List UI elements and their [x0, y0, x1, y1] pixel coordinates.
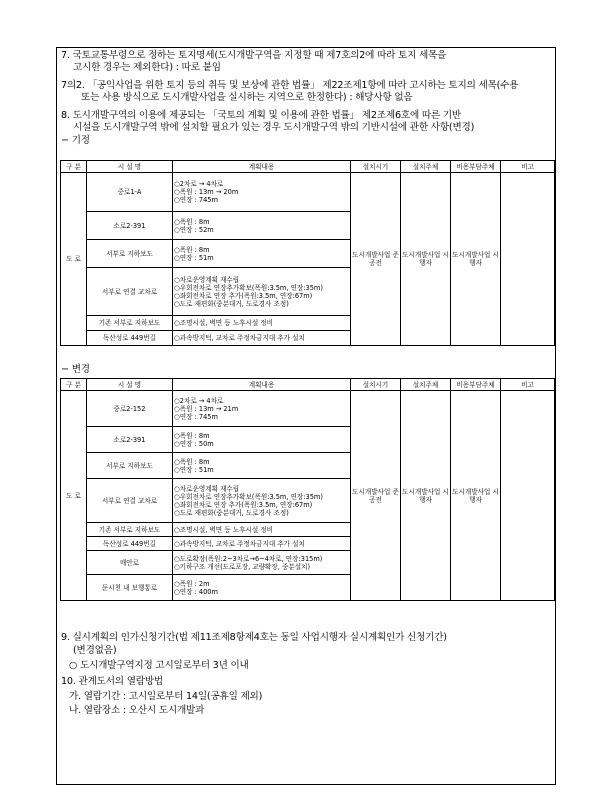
item10-b: 나. 열람장소 : 오산시 도시개발과 — [69, 705, 205, 716]
plan-line: ○폭원 : 8m — [174, 217, 210, 226]
item7-2-line2: 또는 사용 방식으로 도시개발사업을 실시하는 지역으로 한정한다) : 해당사항 없음 — [81, 92, 413, 103]
plan-cell — [173, 479, 351, 523]
cost-entity-cell: 도시개발사업 시행자 — [451, 173, 501, 346]
facility-name: 매안로 — [87, 551, 173, 575]
item8-line1: 8. 도시개발구역의 이용에 제공되는 「국토의 계획 및 이용에 관한 법률」 제2조제6호에 따른 기반 — [61, 110, 461, 121]
facility-name: 둔시천 내 보행통로 — [87, 575, 173, 601]
notice-page — [56, 47, 556, 785]
install-entity-cell: 도시개발사업 시행자 — [401, 391, 451, 601]
install-entity-cell: 도시개발사업 시행자 — [401, 173, 451, 346]
plan-cell — [173, 575, 351, 601]
header-cost-entity: 비용부담주체 — [451, 161, 501, 173]
plan-line: ○연장 : 51m — [174, 465, 214, 474]
plan-line: ○연장 : 745m — [174, 412, 218, 421]
plan-cell — [173, 537, 351, 551]
header-remarks: 비고 — [501, 161, 555, 173]
category-cell: 도 로 — [61, 173, 87, 346]
header-install-entity: 설치주체 — [401, 379, 451, 391]
item9-line1: 9. 실시계획의 인가신청기간(법 제11조제8항제4호는 동일 사업시행자 실시계획인가 신청기간) — [61, 632, 447, 643]
plan-cell — [173, 268, 351, 316]
item7-line1: 7. 국토교통부령으로 정하는 토지명세(도시개발구역을 지정할 때 제7호의2에 따라 토지 세목을 — [61, 50, 447, 61]
plan-line: ○연장 : 745m — [174, 196, 218, 204]
remarks-cell — [501, 173, 555, 346]
plan-line: ○2차로 → 4차로 — [174, 180, 224, 188]
plan-cell — [173, 453, 351, 479]
item9-line2: (변경없음) — [73, 645, 117, 656]
header-install-time: 설치시기 — [351, 379, 401, 391]
plan-line: ○조명시설, 벽면 등 노후시설 정비 — [174, 319, 274, 327]
plan-line: ○도로 재편화(중분대거, 도로경사 조정) — [174, 299, 289, 308]
plan-cell — [173, 427, 351, 453]
facility-name: 독산성로 449번길 — [87, 331, 173, 346]
facility-name: 소로2-391 — [87, 212, 173, 240]
changed-facilities-table — [60, 378, 555, 601]
plan-line: ○차로운영계획 재수립 — [174, 275, 240, 284]
facility-name: 독산성로 449번길 — [87, 537, 173, 551]
existing-facilities-table — [60, 160, 555, 346]
install-time-cell: 도시개발사업 준공전 — [351, 173, 401, 346]
plan-line: ○우회전차로 연장추가확보(폭원:3.5m, 연장:35m) — [174, 283, 323, 292]
plan-cell — [173, 551, 351, 575]
changed-label: − 변경 — [61, 364, 90, 375]
cost-entity-cell: 도시개발사업 시행자 — [451, 391, 501, 601]
install-time-cell: 도시개발사업 준공전 — [351, 391, 401, 601]
plan-line: ○폭원 : 8m — [174, 431, 210, 440]
category-cell: 도 로 — [61, 391, 87, 601]
plan-line: ○조명시설, 벽면 등 노후시설 정비 — [174, 525, 274, 534]
header-plan: 계획내용 — [173, 379, 351, 391]
header-category: 구 분 — [61, 161, 87, 173]
plan-cell — [173, 240, 351, 268]
plan-line: ○도로 재편화(중분대거, 도로경사 조정) — [174, 508, 289, 517]
plan-line: ○과속방지턱, 교차로 주정차금지대 추가 설치 — [174, 334, 305, 342]
plan-line: ○연장 : 50m — [174, 439, 214, 448]
existing-label: − 기정 — [61, 135, 90, 146]
plan-cell — [173, 523, 351, 537]
item8-line2: 시설을 도시개발구역 밖에 설치할 필요가 있는 경우 도시개발구역 밖의 기반시설에 관한 사항(변경) — [73, 122, 475, 133]
header-category: 구 분 — [61, 379, 87, 391]
header-install-entity: 설치주체 — [401, 161, 451, 173]
plan-cell — [173, 173, 351, 212]
facility-name: 서부로 지하보도 — [87, 240, 173, 268]
plan-line: ○기하구조 개선(도로포장, 교량확장, 중분설치) — [174, 562, 311, 571]
plan-line: ○좌회전차로 연장 추가(폭원:3.5m, 연장:67m) — [174, 291, 313, 300]
plan-cell — [173, 391, 351, 427]
plan-cell — [173, 212, 351, 240]
facility-name: 기존 서부로 지하보도 — [87, 316, 173, 331]
facility-name: 서부로 지하보도 — [87, 453, 173, 479]
facility-name: 서부로 연결 교차로 — [87, 268, 173, 316]
facility-name: 서부로 연결 교차로 — [87, 479, 173, 523]
plan-cell — [173, 316, 351, 331]
item10-a: 가. 열람기간 : 고시일로부터 14일(공휴일 제외) — [69, 691, 263, 702]
plan-line: ○연장 : 400m — [174, 587, 218, 596]
plan-line: ○폭원 : 8m — [174, 457, 210, 466]
plan-line: ○차로운영계획 재수립 — [174, 484, 240, 493]
facility-name: 중로2-152 — [87, 391, 173, 427]
item10-title: 10. 관계도서의 열람방법 — [61, 676, 163, 687]
plan-line: ○연장 : 52m — [174, 225, 214, 234]
header-facility: 시 설 명 — [87, 161, 173, 173]
facility-name: 소로2-391 — [87, 427, 173, 453]
header-remarks: 비고 — [501, 379, 555, 391]
plan-line: ○폭원 : 13m → 20m — [174, 188, 239, 196]
header-facility: 시 설 명 — [87, 379, 173, 391]
plan-line: ○과속방지턱, 교차로 주정차금지대 추가 설치 — [174, 539, 305, 548]
remarks-cell — [501, 391, 555, 601]
header-cost-entity: 비용부담주체 — [451, 379, 501, 391]
facility-name: 기존 서부로 지하보도 — [87, 523, 173, 537]
facility-name: 중로1-A — [87, 173, 173, 212]
item7-line2: 고시한 경우는 제외한다) : 따로 붙임 — [73, 62, 221, 73]
plan-line: ○도로확장(폭원:2~3차로→6~4차로, 연장:315m) — [174, 554, 323, 563]
plan-line: ○2차로 → 4차로 — [174, 396, 224, 405]
plan-line: ○폭원 : 8m — [174, 245, 210, 254]
plan-cell — [173, 331, 351, 346]
plan-line: ○폭원 : 13m → 21m — [174, 404, 239, 413]
plan-line: ○폭원 : 2m — [174, 579, 210, 588]
plan-line: ○우회전차로 연장추가확보(폭원:3.5m, 연장:35m) — [174, 492, 323, 501]
plan-line: ○좌회전차로 연장 추가(폭원:3.5m, 연장:67m) — [174, 500, 313, 509]
header-install-time: 설치시기 — [351, 161, 401, 173]
item7-2-line1: 7의2. 「공익사업을 위한 토지 등의 취득 및 보상에 관한 법률」 제22조제1항에 따라 고시하는 토지의 세목(수용 — [61, 80, 519, 91]
item9-line3: ○ 도시개발구역지정 고시일로부터 3년 이내 — [69, 660, 249, 671]
plan-line: ○연장 : 51m — [174, 253, 214, 262]
header-plan: 계획내용 — [173, 161, 351, 173]
